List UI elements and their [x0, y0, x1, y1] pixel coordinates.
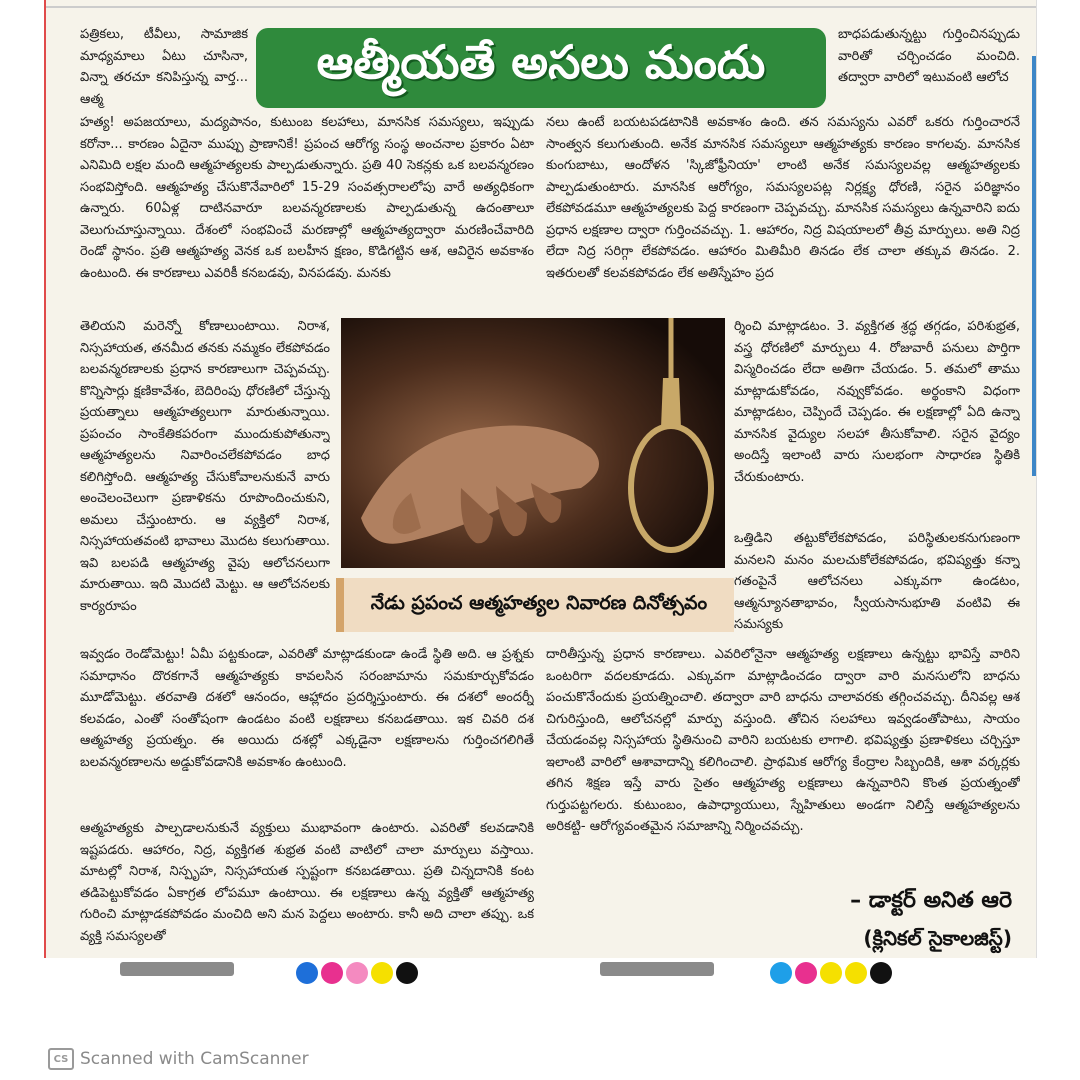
top-rule — [46, 6, 1036, 8]
watermark-text: Scanned with CamScanner — [80, 1049, 309, 1069]
registration-bar-right — [600, 962, 714, 976]
registration-dot — [820, 962, 842, 984]
right-bottom-text: దారితీస్తున్న ప్రధాన కారణాలు. ఎవరిలోనైనా ఆత్మహత్య లక్షణాలు ఉన్నట్టు భావిస్తే వారిని ఒంటరిగా వదలకూడదు. ఎక్కువగా మాట్లాడించడం ద్వారా వారి మనసులోని బాధను పంచుకొనేందుకు ప్రయత్నించాలి. తద్వారా వారి బాధను చాలావరకు తగ్గించవచ్చు. దీనివల్ల ఆశ చిగురిస్తుంది, ఆలోచనల్లో మార్పు వస్తుంది. తోచిన సలహాలు ఇవ్వడంతోపాటు, సాయం చేయడంవల్ల నిస్సహాయ స్థితినుంచి వారిని బయటకు లాగాలి. భవిష్యత్తు ప్రణాళికలు చర్చిస్తూ ఇలాంటి వారిలో ఆశావాదాన్ని కలిగించాలి. ప్రాథమిక ఆరోగ్య కేంద్రాల సిబ్బందికి, ఆశా వర్కర్లకు తగిన శిక్షణ ఇస్తే వారు సైతం ఆత్మహత్య లక్షణాలు ఉన్నవారిని కొంత ప్రయత్నంతో గుర్తుపట్టగలరు. కుటుంబం, ఉపాధ్యాయులు, స్నేహితులు అండగా నిలిస్తే ఆత్మహత్యలను అరికట్టి- ఆరోగ్యవంతమైన సమాజాన్ని నిర్మించవచ్చు. — [546, 647, 1020, 834]
left-column-main: హత్య! అపజయాలు, మద్యపానం, కుటుంబ కలహాలు, మానసిక సమస్యలు, ఇప్పుడు కరోనా... కారణం ఏదైనా ముప్పు ప్రాణానికే! ప్రపంచ ఆరోగ్య సంస్థ అంచనాల ప్రకారం ఏటా ఎనిమిది లక్షల మంది ఆత్మహత్యలకు పాల్పడుతున్నారు. ప్రతి 40 సెకన్లకు ఒక బలవన్మరణం సంభవిస్తోంది. ఆత్మహత్య చేసుకొనేవారిలో 15-29 సంవత్సరాలలోపు వారే అత్యధికంగా ఉన్నారు. 60ఏళ్ల దాటినవారూ బలవన్మరణాలకు పాల్పడుతున్న ఉదంతాలూ వెలుగుచూస్తున్నాయి. దేశంలో సంభవించే మరణాల్లో ఆత్మహత్యద్వారా మరణించేవారిది రెండో స్థానం. ప్రతి ఆత్మహత్య వెనక ఒక బలహీన క్షణం, కొడిగట్టిన ఆశ, ఆవిరైన అవకాశం ఉంటుంది. ఈ కారణాలు ఎవరికీ కనబడవు, వినపడవు. మనకు — [80, 115, 534, 281]
registration-dot — [296, 962, 318, 984]
color-registration-dots-right — [770, 962, 892, 984]
left-narrow-column: తెలియని మరెన్నో కోణాలుంటాయి. నిరాశ, నిస్సహాయత, తనమీద తనకు నమ్మకం లేకపోవడం బలవన్మరణాలకు ప్రధాన కారణాలుగా చెప్పవచ్చు. కొన్నిసార్లు క్షణికావేశం, బెదిరింపు ధోరణిలో చేస్తున్న ప్రయత్నాలు ఆత్మహత్యలుగా మారుతున్నాయి. ప్రపంచం సాంకేతికపరంగా ముందుకుపోతున్నా ఆత్మహత్యలను నివారించలేకపోవడం బాధ కలిగిస్తోంది. ఆత్మహత్య చేసుకోవాలనుకునే వారు అంచెలంచెలుగా ప్రణాళికను రూపొందించుకుని, అమలు చేస్తుంటారు. ఆ వ్యక్తిలో నిరాశ, నిస్సహాయతవంటి భావాలు మొదట కలుగుతాయి. ఇవి బలపడి ఆత్మహత్య వైపు ఆలోచనలుగా మారుతాయి. ఇది మొదటి మెట్టు. ఆ ఆలోచనలకు కార్యరూపం — [80, 319, 330, 614]
right-narrow-column-2: ఒత్తిడిని తట్టుకోలేకపోవడం, పరిస్థితులకనుగుణంగా మనలని మనం మలచుకోలేకపోవడం, భవిష్యత్తు కన్నా గతంపైనే ఆలోచనలు ఎక్కువగా ఉండటం, ఆత్మన్యూనతాభావం, స్వీయసానుభూతి వంటివి ఈ సమస్యకు — [734, 531, 1020, 632]
right-column-main: నలు ఉంటే బయటపడటానికి అవకాశం ఉంది. తన సమస్యను ఎవరో ఒకరు గుర్తించారనే సాంత్వన కలుగుతుంది. అనేక మానసిక సమస్యలూ ఆత్మహత్యకు కారణం కాగలవు. మానసిక కుంగుబాటు, ఆందోళన 'స్కిజోఫ్రీనియా' లాంటి అనేక సమస్యలవల్ల ఆత్మహత్యలకు పాల్పడుతుంటారు. మానసిక ఆరోగ్యం, సమస్యలపట్ల నిర్లక్ష్య ధోరణి, సరైన పరిజ్ఞానం లేకపోవడమూ ఆత్మహత్యలకు పెద్ద కారణంగా చెప్పవచ్చు. మానసిక సమస్యలు ఉన్నవారిని ఐదు ప్రధాన లక్షణాల ద్వారా గుర్తించవచ్చు. 1. ఆహారం, నిద్ర విషయాలలో తీవ్ర మార్పులు. అతి నిద్ర లేదా నిద్ర సరిగ్గా లేకపోవడం. ఆహారం మితిమీరి తినడం లేక చాలా తక్కువ తినడం. 2. ఇతరులతో కలవకపోవడం లేక అతిస్నేహం ప్రద — [546, 115, 1020, 281]
registration-dot — [770, 962, 792, 984]
camscanner-watermark — [48, 1048, 309, 1070]
right-narrow-column: ర్శించి మాట్లాడటం. 3. వ్యక్తిగత శ్రద్ధ తగ్గడం, పరిశుభ్రత, వస్త్ర ధోరణిలో మార్పులు 4. రోజువారీ పనులు పొర్తిగా విస్మరించడం లేదా అతిగా చేయడం. 5. తమలో తాము మాట్లాడుకోవడం, నవ్వుకోవడం. అర్థంకాని విధంగా మాట్లాడటం, చెప్పిందే చెప్పడం. ఈ లక్షణాల్లో ఏది ఉన్నా మానసిక వైద్యుల సలహా తీసుకోవాలి. సరైన వైద్యం అందిస్తే ఇలాంటి వారు సులభంగా సాధారణ స్థితికి చేరుకుంటారు. — [734, 319, 1020, 485]
left-bottom-text: ఇవ్వడం రెండోమెట్టు! ఏమీ పట్టకుండా, ఎవరితో మాట్లాడకుండా ఉండే స్థితి అది. ఆ ప్రశ్నకు సమాధానం దొరకగానే ఆత్మహత్యకు కావలసిన సరంజామాను సమకూర్చుకోవడం మూడోమెట్టు. తరవాతి దశలో ఆనందం, ఆహ్లాదం ప్రదర్శిస్తుంటారు. ఈ దశలో అందర్నీ కలవడం, ఎంతో సంతోషంగా ఉండటం వంటి లక్షణాలు కనబడతాయి. ఇక చివరి దశ ఆత్మహత్య ప్రయత్నం. ఈ అయిదు దశల్లో ఎక్కడైనా లక్షణాలను గుర్తించగలిగితే బలవన్మరణాలను అడ్డుకోవడానికి అవకాశం ఉంటుంది. — [80, 647, 534, 770]
newspaper-clipping — [44, 0, 1037, 958]
hand-and-noose-illustration — [341, 318, 725, 568]
registration-dot — [396, 962, 418, 984]
photo-caption: నేడు ప్రపంచ ఆత్మహత్యల నివారణ దినోత్సవం — [336, 578, 734, 632]
registration-bar-left — [120, 962, 234, 976]
right-edge-strip — [1032, 56, 1036, 476]
color-registration-dots-left — [296, 962, 418, 984]
author-byline: – డాక్టర్ అనిత ఆరె — [850, 888, 1012, 913]
registration-dot — [795, 962, 817, 984]
top-right-text: బాధపడుతున్నట్టు గుర్తించినప్పుడు వారితో చర్చించడం మంచిది. తద్వారా వారిలో ఇటువంటి ఆలోచ — [838, 27, 1020, 85]
camscanner-icon: CS — [48, 1048, 74, 1070]
article-photo — [341, 318, 725, 568]
registration-dot — [371, 962, 393, 984]
registration-dot — [845, 962, 867, 984]
registration-dot — [321, 962, 343, 984]
registration-dot — [870, 962, 892, 984]
author-role: (క్లినికల్ సైకాలజిస్ట్) — [863, 926, 1012, 950]
article-headline: ఆత్మీయతే అసలు మందు — [256, 28, 826, 108]
intro-text: పత్రికలు, టీవీలు, సామాజిక మాధ్యమాలు ఏటు చూసినా, విన్నా తరచూ కనిపిస్తున్న వార్త... ఆత్మ — [80, 27, 248, 107]
left-bottom-text-2: ఆత్మహత్యకు పాల్పడాలనుకునే వ్యక్తులు ముభావంగా ఉంటారు. ఎవరితో కలవడానికి ఇష్టపడరు. ఆహారం, నిద్ర, వ్యక్తిగత శుభ్రత వంటి వాటిలో చాలా మార్పులు వస్తాయి. మాటల్లో నిరాశ, నిస్పృహ, నిస్సహాయత స్పష్టంగా కనబడతాయి. ప్రతి చిన్నదానికి కంట తడిపెట్టుకోవడం ఏకాగ్రత లోపమూ ఉంటాయి. ఈ లక్షణాలు ఉన్న వ్యక్తితో ఆత్మహత్య గురించి మాట్లాడకపోవడం మంచిది అని మన పెద్దలు అంటారు. కానీ అది చాలా తప్పు. ఒక వ్యక్తి సమస్యలతో — [80, 821, 534, 944]
registration-dot — [346, 962, 368, 984]
